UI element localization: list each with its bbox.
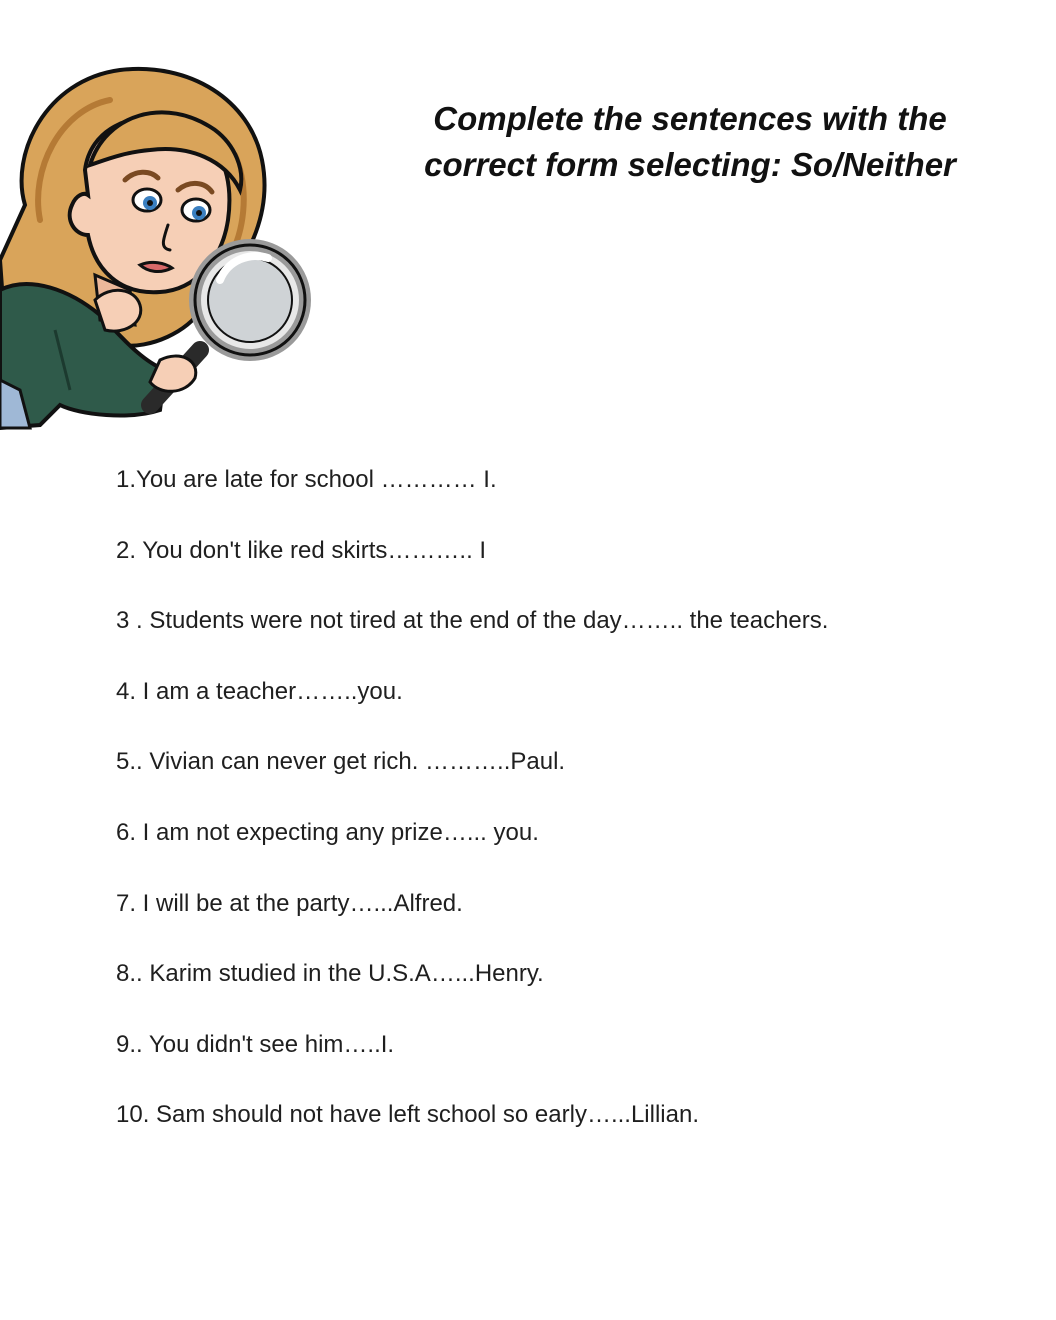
sentence-5: 5.. Vivian can never get rich. ………..Paul. [116, 748, 566, 776]
sentence-4: 4. I am a teacher……..you. [116, 677, 403, 705]
title-line-1: Complete the sentences with the [433, 100, 947, 137]
sentence-10: 10. Sam should not have left school so early…...Lillian. [116, 1101, 699, 1129]
title-line-2: correct form selecting: So/Neither [424, 146, 956, 183]
sentence-9: 9.. You didn't see him…..I. [116, 1030, 395, 1058]
sentence-1: 1.You are late for school ………… I. [116, 466, 497, 493]
sentence-6: 6. I am not expecting any prize…... you. [116, 818, 539, 846]
sentence-list [116, 462, 1016, 1168]
sentence-3: 3 . Students were not tired at the end of the day…….. the teachers. [116, 607, 829, 635]
worksheet-title [380, 96, 1000, 188]
woman-with-magnifying-glass-icon [0, 60, 320, 430]
sentence-7: 7. I will be at the party…...Alfred. [116, 889, 463, 917]
sentence-8: 8.. Karim studied in the U.S.A…...Henry. [116, 960, 544, 988]
sentence-2: 2. You don't like red skirts……….. I [116, 536, 487, 564]
